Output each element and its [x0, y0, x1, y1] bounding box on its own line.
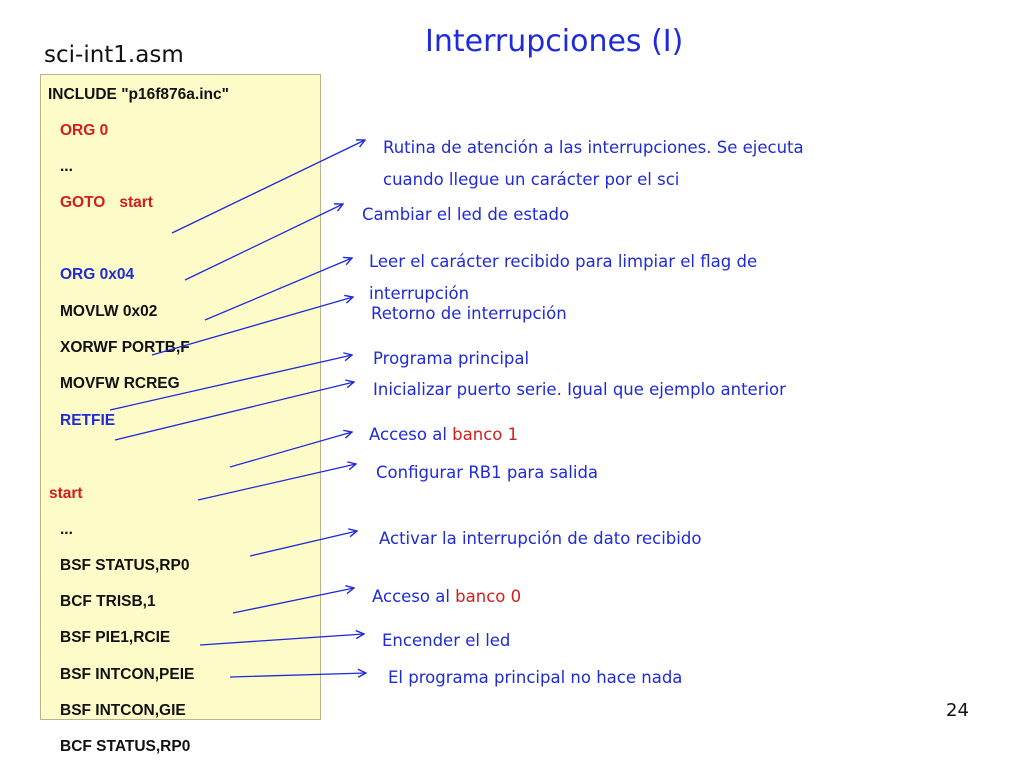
code-line-start-label: start	[49, 485, 83, 502]
code-listing-box	[40, 74, 321, 720]
note-read-char-line2: interrupción	[369, 284, 470, 303]
code-line-dots-2: ...	[60, 521, 73, 538]
slide-title: Interrupciones (I)	[425, 24, 684, 59]
note-bank1-highlight: banco 1	[452, 425, 519, 444]
note-bank1	[369, 425, 518, 446]
code-line-bcf-trisb: BCF TRISB,1	[60, 593, 156, 610]
note-led-on: Encender el led	[382, 631, 511, 650]
filename-label: sci-int1.asm	[44, 42, 184, 68]
note-config-rb1: Configurar RB1 para salida	[376, 463, 599, 482]
code-line-bsf-peie: BSF INTCON,PEIE	[60, 666, 195, 683]
note-bank1-prefix: Acceso al	[369, 425, 453, 444]
code-goto-mnemonic: GOTO	[60, 194, 106, 211]
note-init-serial: Inicializar puerto serie. Igual que ejemplo anterior	[373, 380, 786, 399]
code-line-org04: ORG 0x04	[60, 266, 135, 283]
code-line-bsf-gie: BSF INTCON,GIE	[60, 702, 186, 719]
page-number: 24	[946, 700, 969, 721]
code-goto-target: start	[119, 194, 153, 211]
code-line-dots-1: ...	[60, 158, 73, 175]
note-read-char-line1: Leer el carácter recibido para limpiar el flag de	[369, 252, 758, 271]
note-toggle-led: Cambiar el led de estado	[362, 205, 570, 224]
code-line-goto	[60, 195, 153, 211]
note-bank0-highlight: banco 0	[455, 587, 522, 606]
note-isr-line1: Rutina de atención a las interrupciones. Se ejecuta	[383, 138, 804, 157]
note-return-int: Retorno de interrupción	[371, 304, 567, 323]
code-line-bsf-pie1: BSF PIE1,RCIE	[60, 629, 171, 646]
note-main-idle: El programa principal no hace nada	[388, 668, 683, 687]
note-bank0	[372, 587, 521, 608]
note-enable-rx-int: Activar la interrupción de dato recibido	[379, 529, 702, 548]
code-line-retfie: RETFIE	[60, 412, 116, 429]
code-line-include: INCLUDE "p16f876a.inc"	[48, 86, 229, 103]
code-line-movfw: MOVFW RCREG	[60, 375, 180, 392]
code-line-xorwf: XORWF PORTB,F	[60, 339, 190, 356]
note-main-program: Programa principal	[373, 349, 530, 368]
code-line-bsf-status: BSF STATUS,RP0	[60, 557, 190, 574]
code-line-movlw: MOVLW 0x02	[60, 303, 158, 320]
code-line-bcf-status: BCF STATUS,RP0	[60, 738, 191, 755]
code-line-org0: ORG 0	[60, 122, 109, 139]
note-isr-line2: cuando llegue un carácter por el sci	[383, 170, 680, 189]
note-bank0-prefix: Acceso al	[372, 587, 456, 606]
